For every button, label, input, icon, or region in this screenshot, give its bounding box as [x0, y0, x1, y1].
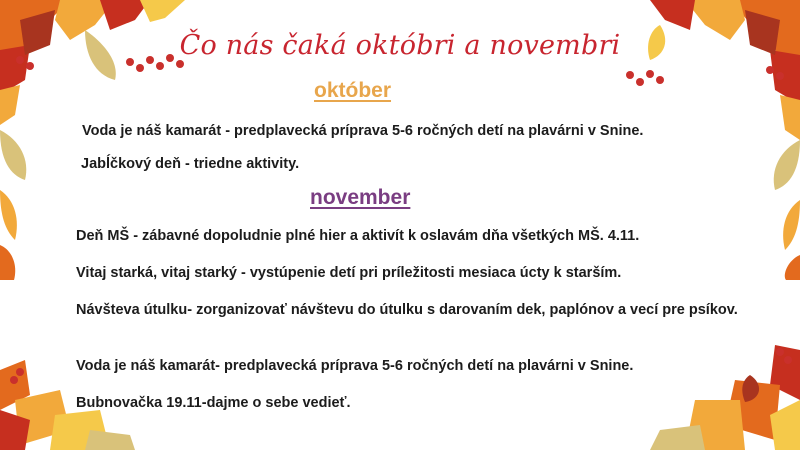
autumn-leaves-right-edge-icon — [760, 140, 800, 280]
list-item: Návšteva útulku- zorganizovať návštevu do útulku s darovaním dek, paplónov a vecí pre psíkov. — [76, 302, 738, 318]
list-item: Jabĺčkový deň - triedne aktivity. — [81, 156, 300, 172]
section-heading-november: november — [310, 186, 411, 209]
section-heading-oktober: október — [314, 79, 392, 102]
list-item: Vitaj starká, vitaj starký - vystúpenie detí pri príležitosti mesiaca úcty k starším. — [76, 265, 622, 281]
autumn-leaves-bottom-right-icon — [640, 340, 800, 450]
autumn-leaves-left-edge-icon — [0, 130, 40, 280]
autumn-leaves-top-left-icon — [0, 0, 200, 130]
list-item: Voda je náš kamarát - predplavecká príprava 5-6 ročných detí na plavárni v Snine. — [82, 123, 644, 139]
autumn-leaves-top-right-icon — [600, 0, 800, 140]
list-item: Voda je náš kamarát- predplavecká príprava 5-6 ročných detí na plavárni v Snine. — [76, 358, 634, 374]
list-item: Deň MŠ - zábavné dopoludnie plné hier a aktivít k oslavám dňa všetkých MŠ. 4.11. — [76, 228, 640, 244]
list-item: Bubnovačka 19.11-dajme o sebe vedieť. — [76, 395, 351, 411]
slide-title: Čo nás čaká októbri a novembri — [179, 30, 621, 61]
